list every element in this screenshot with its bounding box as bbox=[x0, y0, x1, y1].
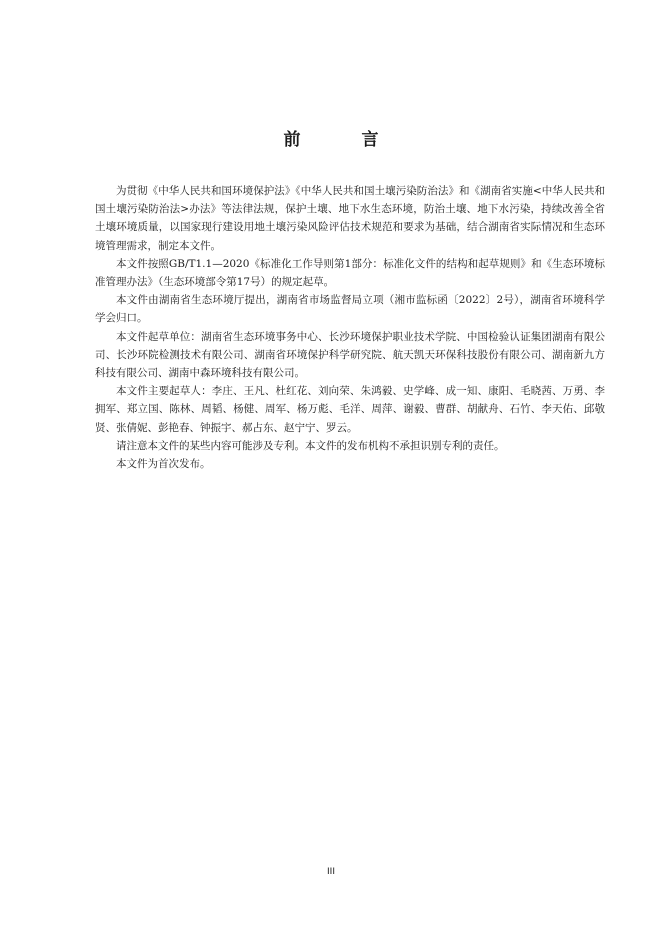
paragraph-first-release: 本文件为首次发布。 bbox=[116, 458, 211, 471]
paragraph-drafters: 本文件主要起草人：李庄、王凡、杜红花、刘向荣、朱鸿毅、史学峰、成一知、康阳、毛晓茜、万勇、李拥军、郑立国、陈林、周韬、杨健、周军、杨万彪、毛洋、周萍、谢毅、曹群、胡献舟、石竹、李天佑、邱敬贤、张倩妮、彭艳春、钟振宇、郝占东、赵宁宁、罗云。 bbox=[95, 385, 605, 434]
paragraph-drafting-units: 本文件起草单位：湖南省生态环境事务中心、长沙环境保护职业技术学院、中国检验认证集团湖南有限公司、长沙环院检测技术有限公司、湖南省环境保护科学研究院、航天凯天环保科技股份有限公司、湖南新九方科技有限公司、湖南中森环境科技有限公司。 bbox=[95, 330, 605, 380]
paragraph-purpose: 为贯彻《中华人民共和国环境保护法》《中华人民共和国土壤污染防治法》和《湖南省实施<中华人民共和国土壤污染防治法>办法》等法律法规，保护土壤、地下水生态环境，防治土壤、地下水污染，持续改善全省土壤环境质量，以国家现行建设用地土壤污染风险评估技术规范和要求为基础，结合湖南省实际情况和生态环境管理需求，制定本文件。 bbox=[95, 185, 605, 252]
page-number: III bbox=[327, 867, 335, 877]
paragraph-proposer: 本文件由湖南省生态环境厅提出，湖南省市场监督局立项（湘市监标函〔2022〕2号），湖南省环境科学学会归口。 bbox=[95, 294, 605, 325]
paragraph-drafting-rules: 本文件按照GB/T1.1—2020《标准化工作导则第1部分：标准化文件的结构和起草规则》和《生态环境标准管理办法》（生态环境部令第17号）的规定起草。 bbox=[95, 257, 605, 289]
page-title: 前 言 bbox=[283, 130, 401, 150]
paragraph-patent-notice: 请注意本文件的某些内容可能涉及专利。本文件的发布机构不承担识别专利的责任。 bbox=[116, 439, 505, 452]
document-body bbox=[95, 182, 605, 473]
